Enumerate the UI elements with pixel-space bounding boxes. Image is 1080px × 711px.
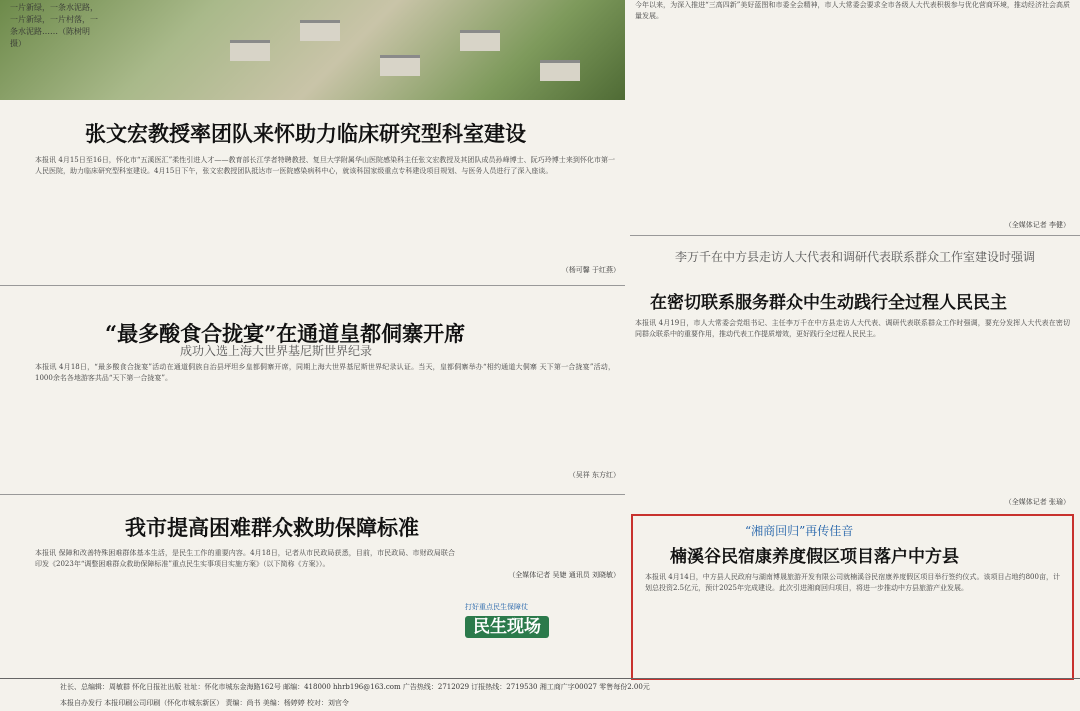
sour-article-byline: （吴祥 东方红） [568, 471, 620, 479]
footer-ad-phone: 广告热线：2712029 [402, 683, 470, 691]
footer-address: 社址：怀化市城东金海路162号 [183, 683, 281, 691]
aid-article-body: 本报讯 保障和改善特殊困难群体基本生活，是民生工作的重要内容。4月18日，记者从市民政局获悉，目前，市民政局、市财政局联合印发《2023年“调整困难群众救助保障标准”重点民生实事项目实施方案》（以下简称《方案》）。 [35, 549, 455, 568]
footer-print: 本报自办发行 [60, 699, 102, 707]
li-article-body: 本报讯 4月19日，市人大常委会党组书记、主任李万千在中方县走访人大代表、调研代表联系群众工作时强调，要充分发挥人大代表在密切同群众联系中的重要作用，推动代表工作提质增效，更好践行全过程人民民主。 [635, 319, 1070, 338]
zhang-article-body: 本报讯 4月15日至16日，怀化市“五溪医汇”柔性引进人才——教育部长江学者特聘教授、复旦大学附属华山医院感染科主任张文宏教授及其团队成员孙峰博士、阮巧玲博士来到怀化市第一人民医院，助力临床研究型科室建设。4月15日下午，张文宏教授团队抵达市一医院感染病科中心，就该科国家级重点专科建设项目规划、与医务人员进行了深入座谈。 [35, 156, 615, 175]
footer-editor: 责编：尚书 美编：杨婷婷 校对：刘官令 [225, 699, 349, 707]
li-article-byline: （全媒体记者 张瑜） [1004, 498, 1070, 506]
right-column-top-text: 今年以来，为深入推进“三高四新”美好蓝图和市委全会精神，市人大常委会要求全市各级人大代表积极参与优化营商环境，推动经济社会高质量发展。 [635, 1, 1070, 20]
divider [0, 285, 625, 286]
footer-license: 湘工商广字00027 [539, 683, 597, 691]
resort-article-body: 本报讯 4月14日，中方县人民政府与湖南博晟旅游开发有限公司就楠溪谷民宿康养度假区项目举行签约仪式。该项目占地约800亩，计划总投资2.5亿元，预计2025年完成建设。此次引进湘商回归项目，将进一步推动中方县旅游产业发展。 [645, 573, 1060, 592]
divider [630, 235, 1080, 236]
footer-postcode: 邮编：418000 [283, 683, 331, 691]
divider [0, 494, 625, 495]
footer-publisher: 社长、总编辑：周敏群 [60, 683, 130, 691]
footer-email: hhrb196@163.com [333, 683, 401, 691]
aid-article-title[interactable]: 我市提高困难群众救助保障标准 [125, 515, 419, 540]
resort-article-kicker: “湘商回归”再传佳音 [745, 524, 854, 538]
li-article-kicker: 李万千在中方县走访人大代表和调研代表联系群众工作室建设时强调 [675, 250, 1036, 264]
right-column-top-byline: （全媒体记者 李健） [1004, 221, 1070, 229]
minsheng-logo [465, 602, 615, 650]
sour-article-body: 本报讯 4月18日，“最多酸食合拢宴”活动在通道侗族自治县坪坦乡皇都侗寨开席，同期上海大世界基尼斯世界纪录认证。当天，皇都侗寨举办“相约通道大侗寨 天下第一合拢宴”活动，1000余名各地游客共品“天下第一合拢宴”。 [35, 363, 615, 382]
footer-subscribe-phone: 订报热线：2719530 [471, 683, 538, 691]
sour-article-title[interactable]: “最多酸食合拢宴”在通道皇都侗寨开席 [105, 321, 466, 346]
footer-printer: 本报印刷公司印刷（怀化市城东新区） [104, 699, 224, 707]
footer-price: 零售每份2.00元 [599, 683, 650, 691]
li-article-title[interactable]: 在密切联系服务群众中生动践行全过程人民民主 [650, 293, 1007, 313]
footer-host: 怀化日报社出版 [132, 683, 182, 691]
sour-article-subtitle: 成功入选上海大世界基尼斯世界纪录 [180, 344, 373, 358]
page-footer [0, 678, 1080, 711]
zhang-article-title[interactable]: 张文宏教授率团队来怀助力临床研究型科室建设 [85, 121, 526, 146]
resort-article-title[interactable]: 楠溪谷民宿康养度假区项目落户中方县 [670, 547, 959, 567]
aid-article-byline: （全媒体记者 吴婕 通讯员 刘晓敏） [508, 571, 620, 579]
logo-main-text: 民生现场 [465, 616, 549, 638]
zhang-article-byline: （杨可馨 于红燕） [561, 266, 620, 274]
photo-caption: 一片新绿，一条水泥路，一片新绿，一片村落，一条水泥路……（陈树明 摄） [10, 3, 98, 48]
logo-small-text: 打好重点民生保障仗 [465, 603, 528, 611]
